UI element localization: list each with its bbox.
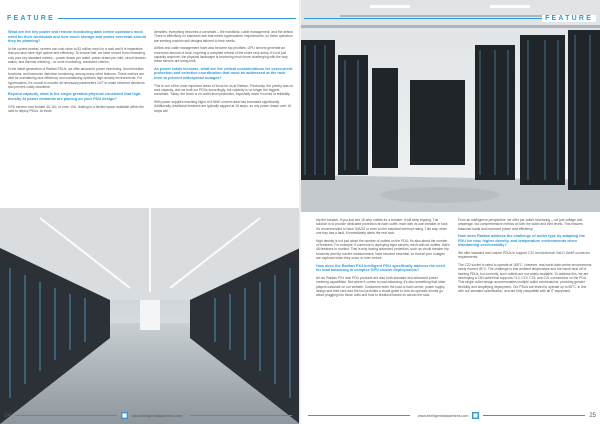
body-paragraph: All our Raritan PX4 rack PDU products are also both standard and advanced power metering capabilities. But where it comes to load balancing, it's also something that other players calculate on our website. Customers enter the load of each server, power supply design and their rack and the tool provides a visual guide to how an operator should go about plugging into those units and how to breakout based on across the rack.	[316, 275, 446, 298]
right-footer	[304, 411, 596, 420]
body-paragraph: High density is not just about the number of outlets on the PDU; it's also about the number of breakers. For example, if someone is deploying eight servers, each with six outlets, that's 48 breakers to monitor. That is why having advanced protection, such as circuit breaker trip functions and trip current measurement, have become essential, so that all your outages are captured when they occur or even before.	[316, 238, 450, 261]
body-paragraph: trip the breaker. If you just see 16 amp outlets for a breaker, it will keep tripping. The solution is to provide dedicated protection at each outlet, each with its own breaker or fuse. It's recommended to have 30A/32 or even so the standard interrupt rating. This way, when one tray has a fault, it immediately alerts the rest rack.	[316, 218, 449, 236]
body-paragraph: We offer standard and custom PDUs to support C22 and Anderson Saf-D-Grid® connector requirements.	[458, 251, 590, 260]
server-racks-photo	[300, 0, 600, 212]
body-paragraph: From an intelligence perspective, we offer per-outlet monitoring – not just voltage and amperage, but comprehensive metrics at both the outlet and inlet levels. This ensures balanced loads and improved power cost efficiency.	[458, 218, 583, 231]
left-feature-header	[4, 14, 296, 23]
footer-url[interactable]: www.intelligentdatacentres.com	[131, 413, 183, 418]
feature-label: FEATURE	[4, 15, 58, 22]
left-column-2	[154, 30, 294, 116]
body-paragraph: In the current market, servers can cost close to $1 million each for a rack and it is imperative that you also have high uptime and efficiency. To ensure that, we have moved from measuring only your key standard metrics – power drawn per outlet, power drawn per inlet, circuit breaker status, and thermal metering – to more monitoring, advanced metrics.	[8, 46, 146, 64]
footer-rule	[308, 415, 410, 416]
question-heading: How does Raritan address the challenge of outlet type by adapting the PDU for new, higher-density, and temperature environments when maintaining serviceability?	[458, 234, 586, 248]
footer-rule	[15, 415, 117, 416]
body-paragraph: The C22 socket is rated to operate at 185°C. However, real-world data centre environments rarely exceed 45°C. The challenge is that ambient temperature and the harsh heat off of training PDUs, but currently, such outlets are not widely available. To address this, we are developing a C84 outlet that supports C13, C19, C15, and C21 connections on the PDU. This single outlet design accommodates multiple outlet combinations, providing greater flexibility and simplifying deployment. Our PDUs are tested to operate up to 65°C, in line with our standard specification, and are fully compatible with all IT equipment.	[458, 262, 592, 294]
server-racks-image	[300, 0, 600, 212]
header-rule	[304, 18, 542, 19]
body-paragraph: densities, everything becomes a constraint – the manifolds, cable management, and the airflow. There is effectively no standard rack that meets hyperscalers' requirements, so these operators are seeking custom rack designs tailored to their needs.	[154, 30, 294, 43]
question-heading: What are the key power and remote monitoring data centre operators most need for their workloads and how much storage and power overhead should they be planning?	[8, 30, 146, 44]
page-number: 24	[4, 412, 11, 419]
footer-rule	[483, 415, 585, 416]
idc-logo-icon	[121, 412, 128, 419]
left-footer	[4, 411, 296, 420]
server-aisle-image	[0, 208, 300, 424]
body-paragraph: In the latest generation of Raritan PDUs, we offer advanced power monitoring, circuit breaker functions, and harmonic distortion monitoring, among many other features. These metrics are vital for maintaining rack efficiency and maintaining optimum high-density environments. For hyperscalers, it's crucial to monitor all necessary parameters 24/7 to make informed decisions and prevent costly downtime.	[8, 67, 145, 90]
right-column-1	[316, 218, 450, 301]
page-spine	[299, 0, 301, 424]
question-heading: How does the Raritan PX4 intelligent PDU specifically address the need for load balancing in complex GPU cluster deployments?	[316, 263, 445, 273]
body-paragraph: Airflow and cable management have also become top priorities. GPU servers generate an enormous amount of heat, requiring a complete rethink of the entire rack setup. It's not just capacity anymore; the physical landscape is becoming much more challenging with the way these servers are being built.	[154, 46, 288, 64]
footer-rule	[190, 415, 292, 416]
right-feature-header	[304, 14, 596, 23]
right-column-2	[458, 218, 592, 297]
data-centre-aisle-photo	[0, 208, 300, 424]
body-paragraph: With power supplies reaching highs of 5.5kW, current draw has increased significantly. Additionally, traditional breakers are typically capped at 16 amps, so any power drawn over 16 amps will	[154, 99, 292, 113]
question-heading: As power loads increase, what are the critical considerations for overcurrent protection and selective coordination that must be addressed at the rack level to prevent widespread outages?	[154, 66, 293, 81]
body-paragraph: GPU servers now include 4U, 8U, or even 10U, leading to a limited space available within the rack to deploy PDUs. At those	[8, 104, 144, 114]
header-rule	[58, 18, 296, 19]
right-page	[300, 0, 600, 424]
left-column-1	[8, 30, 148, 116]
footer-url[interactable]: www.intelligentdatacentres.com	[417, 413, 469, 418]
idc-logo-icon	[472, 412, 479, 419]
page-number: 25	[589, 412, 596, 419]
question-heading: Beyond capacity, what is the single greatest physical constraint that high-density AI power demands are placing on your PDU design?	[8, 92, 142, 102]
feature-label: FEATURE	[542, 15, 596, 22]
body-paragraph: This is one of the most important areas of focus for us at Raritan. Previously, the priority was on rack capacity, and we built our PDUs accordingly, but capacity is no longer the biggest constraint. Today, the focus is on outlet-level protection, especially when it comes to reliability.	[154, 83, 294, 97]
